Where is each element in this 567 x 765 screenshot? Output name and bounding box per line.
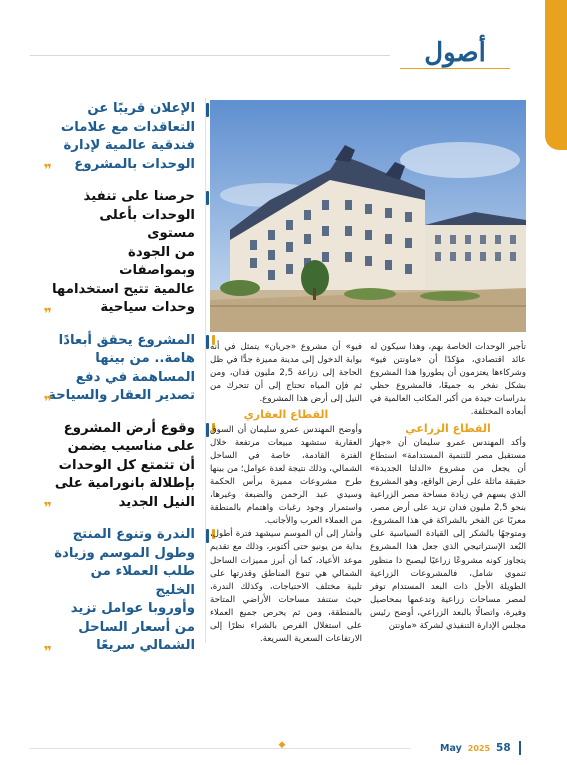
article-column-middle xyxy=(210,341,362,646)
highlight-line: النيل الجديد xyxy=(118,494,195,510)
quote-bar xyxy=(206,529,209,543)
quote-bar xyxy=(206,335,209,349)
quote-bar xyxy=(206,191,209,205)
footer-year: 2025 xyxy=(467,743,491,753)
page-edge-tab xyxy=(545,0,567,150)
header-rule xyxy=(30,55,390,56)
magazine-logo xyxy=(400,40,510,72)
highlight-line: هامة.. من بينها xyxy=(95,351,195,366)
footer-ornament-icon: ◆ xyxy=(278,740,286,750)
article-column-right xyxy=(370,341,526,633)
highlight-line: وأوروبا عوامل تزيد xyxy=(70,601,195,616)
highlights-column xyxy=(43,100,203,670)
quote-mark-icon: ❞ xyxy=(43,500,52,516)
paragraph: وأشار إلى أن الموسم سيشهد فترة أطول، بداية من يونيو حتى أكتوبر، وذلك مع تقديم موعد الأعياد، كما أن أبرز مميزات الساحل الشمالي هي تنوع المناطق وقدرتها على تلبية مختلف الاحتياجات، وكذلك الندرة، حيث ستنفد مساحات الأراضي المتاحة بالمنطقة، ومن ثم يحرص جميع العملاء على استغلال الفرص بالشراء نظرًا إلى الارتفاعات السعرية السريعة. xyxy=(210,529,362,645)
highlight-quote xyxy=(43,188,203,322)
highlight-line: الوحدات بأعلى مستوى xyxy=(99,207,195,241)
highlight-line: من الجودة وبمواصفات xyxy=(119,244,195,278)
highlight-quote xyxy=(43,420,203,516)
highlight-quote xyxy=(43,332,203,410)
quote-mark-icon: ❞ xyxy=(43,162,52,178)
highlight-line: المساهمة في دفع xyxy=(75,369,195,385)
page-footer xyxy=(440,741,521,755)
highlight-line: تصدير العقار والسياحة xyxy=(48,388,195,403)
quote-bar xyxy=(206,103,209,117)
building-illustration xyxy=(210,100,526,332)
paragraph: فيو» أن مشروع «جريان» يتمثل في أنه بوابة الدخول إلى مدينة مميزة جدًّا في ظل الحاجة إلى زراعة 2,5 مليون فدان، ومن ثم فإن المياه تحتاج إلى أن تتحرك من النيل إلى أرض هذا المشروع. xyxy=(210,342,362,405)
logo-underline xyxy=(400,68,510,69)
highlight-line: على مناسيب يضمن xyxy=(67,439,195,454)
highlight-line: بإطلالة بانورامية على xyxy=(54,476,195,491)
paragraph: وأوضح المهندس عمرو سليمان أن السوق العقارية ستشهد مبيعات مرتفعة خلال الفترة القادمة، خاصة في الساحل الشمالي، وذلك نتيجة لعدة عوامل؛ من بينها طرح مشروعات مميزة برأس الحكمة وسيدي عبد الرحمن والضبعة وغيرها، واستمرار وجود رغبات واهتمام بالمنطقة من العملاء العرب والأجانب. xyxy=(210,424,362,527)
highlight-line: فندقية عالمية لإدارة xyxy=(63,138,195,153)
highlight-line: من أسعار الساحل xyxy=(78,619,195,635)
footer-month: May xyxy=(440,742,462,754)
column-divider xyxy=(205,98,206,643)
highlight-line: الوحدات بالمشروع xyxy=(74,156,195,172)
quote-mark-icon: ❞ xyxy=(43,393,52,410)
page-number: 58 xyxy=(496,742,511,754)
highlight-line: وحدات سياحية xyxy=(100,300,195,315)
highlight-line: طلب العملاء من الخليج xyxy=(90,564,195,598)
highlight-quote xyxy=(43,526,203,660)
highlight-line: الشمالي سريعًا xyxy=(96,638,195,653)
quote-mark-icon: ❞ xyxy=(43,305,52,322)
section-title-real-estate: القطاع العقاري xyxy=(243,408,329,422)
highlight-line: وطول الموسم وزيادة xyxy=(54,545,195,561)
highlight-line: الإعلان قريبًا عن xyxy=(87,101,195,116)
footer-rule xyxy=(30,748,410,749)
highlight-quote xyxy=(43,100,203,178)
highlight-line: وقوع أرض المشروع xyxy=(63,420,195,436)
quote-bar xyxy=(206,423,209,437)
paragraph: وأكد المهندس عمرو سليمان أن «جهاز مستقبل مصر للتنمية المستدامة» استطاع أن يجعل من مشروع «الدلتا الجديدة» حقيقة ماثلة على أرض الواقع، وهو المشروع الذي يسهم في زيادة مساحة مصر الزراعية بنحو 2,5 مليون فدان تزيد على أرض مصر، معربًا عن الفخر بالشراكة في هذا المشروع، ومتوجهًا بالشكر إلى القيادة السياسية على البُعد الإستراتيجي الذي جعل هذا المشروع يتجاوز كونه مشروعًا زراعيًا ليصبح ذا منظور تنموي شامل، فالمشروعات الزراعية الطويلة الأجل ذات البعد المستدام توفر لمصر مساحات زراعية وتدعمها بمحاصيل وفيرة، واتصالًا بالبعد الزراعي، أوضح رئيس مجلس الإدارة التنفيذي لشركة «ماونتن xyxy=(370,437,526,631)
highlight-line: عالمية تتيح استخدامها xyxy=(51,281,195,297)
quote-mark-icon: ❞ xyxy=(43,643,52,660)
highlight-line: التعاقدات مع علامات xyxy=(60,119,195,135)
highlight-line: الندرة وتنوع المنتج xyxy=(72,527,195,542)
paragraph: تأجير الوحدات الخاصة بهم، وهذا سيكون له عائد اقتصادي، مؤكدًا أن «ماونتن فيو» وشركاءها يعتزمون أن يطوروا هذا المشروع بشكل نفخر به جميعًا، فالمشروع حظي بدراسات جيدة من أكبر المكاتب العالمية في أبعاده المختلفة. xyxy=(370,342,526,418)
highlight-line: أن تتمتع كل الوحدات xyxy=(58,457,195,473)
highlight-line: المشروع يحقق أبعادًا xyxy=(58,332,195,348)
article-photo xyxy=(210,100,526,332)
logo-text: أصول xyxy=(424,38,486,68)
section-title-agriculture: القطاع الزراعي xyxy=(405,421,491,435)
highlight-line: حرصنا على تنفيذ xyxy=(83,189,195,204)
footer-marker xyxy=(519,741,521,755)
